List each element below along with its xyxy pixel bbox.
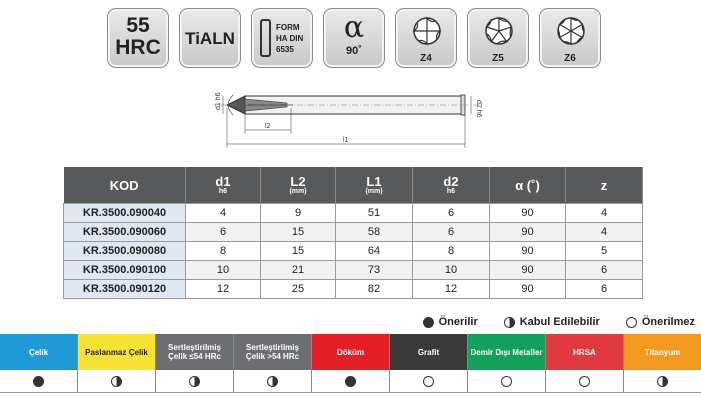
material-rating (234, 370, 311, 393)
form-badge (251, 8, 313, 68)
cell-code: KR.3500.090040 (64, 204, 186, 223)
material-column (0, 334, 78, 393)
coating-label: TiALN (185, 29, 235, 48)
tool-drawing (215, 86, 485, 156)
angle-value: 90˚ (346, 45, 362, 57)
cell-alpha: 90 (490, 204, 566, 223)
alpha-icon: α (343, 10, 365, 45)
header-alpha: α (˚) (490, 167, 566, 204)
cell-l1: 82 (336, 280, 413, 299)
hardness-badge (107, 8, 169, 68)
material-name: Grafit (390, 334, 467, 370)
cell-z: 5 (566, 242, 643, 261)
cell-code: KR.3500.090080 (64, 242, 186, 261)
cell-l1: 73 (336, 261, 413, 280)
cell-z: 4 (566, 223, 643, 242)
material-rating (78, 370, 155, 393)
d1-dimension-label: d1 h6 (215, 92, 222, 110)
table-row (64, 204, 643, 223)
material-name: Çelik (0, 334, 77, 370)
material-rating (546, 370, 623, 393)
material-rating (624, 370, 701, 393)
cell-z: 6 (566, 261, 643, 280)
cell-code: KR.3500.090120 (64, 280, 186, 299)
empty-circle-icon (626, 317, 637, 328)
material-name: Paslanmaz Çelik (78, 334, 155, 370)
cell-l2: 9 (261, 204, 336, 223)
half-circle-icon (111, 376, 122, 387)
material-rating (312, 370, 389, 393)
flute-badge-z5 (467, 8, 529, 68)
cell-l2: 21 (261, 261, 336, 280)
empty-circle-icon (423, 376, 434, 387)
five-flute-icon (483, 15, 515, 47)
flute-label: Z5 (492, 53, 504, 64)
material-column (546, 334, 624, 393)
material-name: Titanyum (624, 334, 701, 370)
header-l1: L1 (mm) (336, 167, 413, 204)
cell-d1: 6 (186, 223, 261, 242)
cell-l1: 58 (336, 223, 413, 242)
material-column (312, 334, 390, 393)
table-row (64, 223, 643, 242)
cell-d1: 10 (186, 261, 261, 280)
cell-alpha: 90 (490, 261, 566, 280)
cell-l1: 51 (336, 204, 413, 223)
empty-circle-icon (579, 376, 590, 387)
full-circle-icon (33, 376, 44, 387)
cell-l2: 15 (261, 223, 336, 242)
legend-acceptable: Kabul Edilebilir (504, 316, 600, 328)
table-header-row (64, 167, 643, 204)
l2-dimension-label: l2 (265, 123, 271, 130)
material-column (234, 334, 312, 393)
full-circle-icon (345, 376, 356, 387)
cell-z: 6 (566, 280, 643, 299)
table-row (64, 280, 643, 299)
material-rating (0, 370, 77, 393)
header-d1: d1 h6 (186, 167, 261, 204)
four-flute-icon (411, 15, 443, 47)
material-rating (468, 370, 545, 393)
l1-dimension-label: l1 (343, 137, 349, 144)
table-row (64, 261, 643, 280)
cell-d2: 10 (413, 261, 490, 280)
header-d2: d2 h6 (413, 167, 490, 204)
material-rating (156, 370, 233, 393)
table-row (64, 242, 643, 261)
form-label: FORM HA DIN 6535 (276, 23, 304, 54)
flute-label: Z4 (420, 53, 432, 64)
six-flute-icon (555, 15, 587, 47)
cell-z: 4 (566, 204, 643, 223)
hardness-value: 55 (126, 14, 150, 37)
legend-not-recommended: Önerilmez (626, 316, 695, 328)
half-circle-icon (657, 376, 668, 387)
hardness-unit: HRC (115, 36, 161, 59)
cell-l2: 25 (261, 280, 336, 299)
empty-circle-icon (501, 376, 512, 387)
material-name: HRSA (546, 334, 623, 370)
material-name: Sertleştirilmiş Çelik >54 HRc (234, 334, 311, 370)
material-column (624, 334, 701, 393)
half-circle-icon (189, 376, 200, 387)
material-name: Demir Dışı Metaller (468, 334, 545, 370)
header-kod: KOD (64, 167, 186, 204)
material-suitability (0, 334, 701, 393)
legend-recommended: Önerilir (423, 316, 478, 328)
cell-d1: 12 (186, 280, 261, 299)
material-name: Döküm (312, 334, 389, 370)
material-column (390, 334, 468, 393)
product-table (63, 167, 643, 299)
cell-d2: 6 (413, 204, 490, 223)
cell-code: KR.3500.090100 (64, 261, 186, 280)
cell-d2: 6 (413, 223, 490, 242)
material-rating (390, 370, 467, 393)
half-circle-icon (504, 317, 515, 328)
document-icon (260, 19, 271, 57)
cell-l1: 64 (336, 242, 413, 261)
half-circle-icon (267, 376, 278, 387)
coating-badge (179, 8, 241, 68)
cell-d2: 12 (413, 280, 490, 299)
angle-badge (323, 8, 385, 68)
cell-d2: 8 (413, 242, 490, 261)
full-circle-icon (423, 317, 434, 328)
cell-d1: 8 (186, 242, 261, 261)
rating-legend (423, 316, 695, 328)
flute-label: Z6 (564, 53, 576, 64)
material-column (156, 334, 234, 393)
cell-l2: 15 (261, 242, 336, 261)
material-column (468, 334, 546, 393)
d2-dimension-label: d2 h6 (475, 100, 482, 118)
cell-alpha: 90 (490, 280, 566, 299)
material-name: Sertleştirilmiş Çelik ≤54 HRc (156, 334, 233, 370)
material-column (78, 334, 156, 393)
cell-alpha: 90 (490, 223, 566, 242)
flute-badge-z4 (395, 8, 457, 68)
header-z: z (566, 167, 643, 204)
flute-badge-z6 (539, 8, 601, 68)
cell-d1: 4 (186, 204, 261, 223)
cell-code: KR.3500.090060 (64, 223, 186, 242)
header-l2: L2 (mm) (261, 167, 336, 204)
cell-alpha: 90 (490, 242, 566, 261)
